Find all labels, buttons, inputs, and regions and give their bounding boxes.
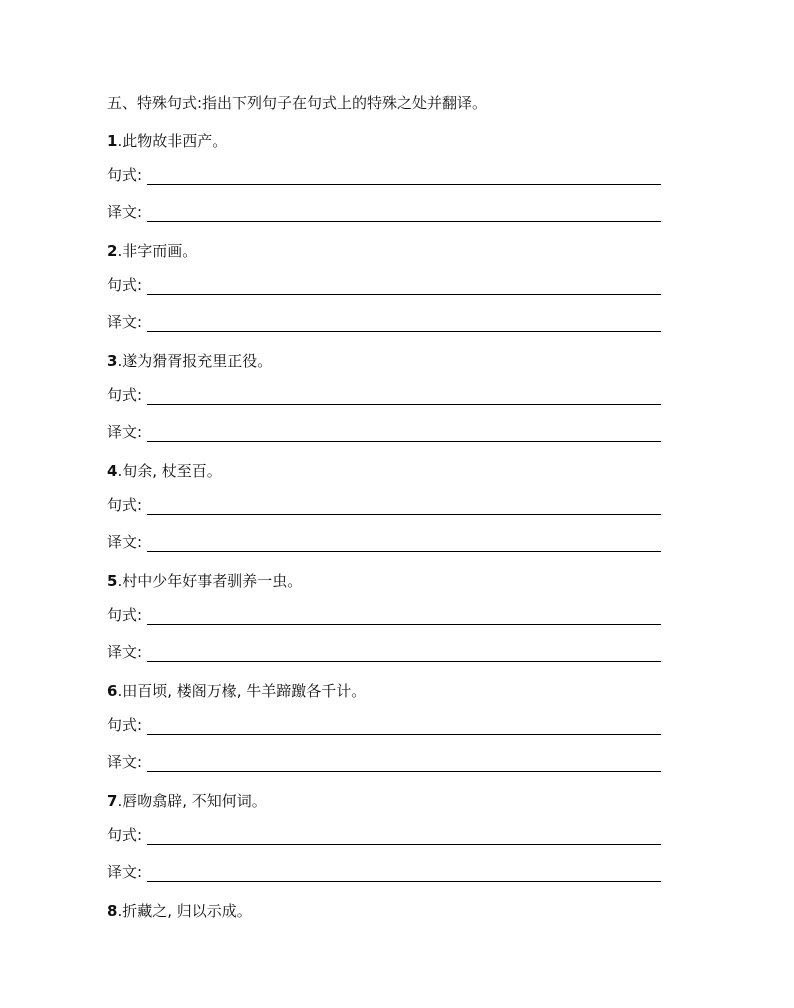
question-text: [107, 901, 252, 921]
translation-label: 译文:: [107, 313, 143, 331]
question-number: 8: [107, 902, 118, 920]
section-heading: 五、特殊句式:指出下列句子在句式上的特殊之处并翻译。: [107, 94, 488, 112]
question-sentence: .遂为猾胥报充里正役。: [117, 352, 273, 370]
translation-answer-line[interactable]: [147, 771, 661, 772]
question-sentence: .非字而画。: [117, 242, 198, 260]
translation-row: [107, 200, 661, 222]
translation-answer-line[interactable]: [147, 441, 661, 442]
translation-row: [107, 750, 661, 772]
translation-label: 译文:: [107, 753, 143, 771]
question-sentence: .此物故非西产。: [117, 132, 228, 150]
sentence-pattern-label: 句式:: [107, 496, 143, 514]
question-text: [107, 791, 267, 811]
sentence-pattern-row: [107, 603, 661, 625]
sentence-pattern-row: [107, 493, 661, 515]
translation-row: [107, 640, 661, 662]
question-number: 4: [107, 462, 118, 480]
question-sentence: .田百顷, 楼阁万椽, 牛羊蹄躈各千计。: [117, 682, 367, 700]
question-sentence: .旬余, 杖至百。: [117, 462, 222, 480]
question-text: [107, 461, 222, 481]
sentence-pattern-row: [107, 273, 661, 295]
translation-row: [107, 420, 661, 442]
sentence-pattern-answer-line[interactable]: [147, 514, 661, 515]
translation-answer-line[interactable]: [147, 661, 661, 662]
sentence-pattern-row: [107, 823, 661, 845]
translation-label: 译文:: [107, 533, 143, 551]
question-sentence: .唇吻翕辟, 不知何词。: [117, 792, 267, 810]
translation-answer-line[interactable]: [147, 221, 661, 222]
sentence-pattern-answer-line[interactable]: [147, 844, 661, 845]
translation-label: 译文:: [107, 643, 143, 661]
question-sentence: .村中少年好事者驯养一虫。: [117, 572, 303, 590]
translation-row: [107, 310, 661, 332]
question-number: 3: [107, 352, 118, 370]
translation-label: 译文:: [107, 423, 143, 441]
question-text: [107, 681, 366, 701]
sentence-pattern-answer-line[interactable]: [147, 404, 661, 405]
sentence-pattern-row: [107, 383, 661, 405]
question-number: 2: [107, 242, 118, 260]
translation-label: 译文:: [107, 203, 143, 221]
sentence-pattern-label: 句式:: [107, 386, 143, 404]
sentence-pattern-label: 句式:: [107, 276, 143, 294]
question-number: 7: [107, 792, 118, 810]
translation-label: 译文:: [107, 863, 143, 881]
translation-answer-line[interactable]: [147, 551, 661, 552]
question-text: [107, 351, 272, 371]
question-number: 1: [107, 132, 118, 150]
sentence-pattern-answer-line[interactable]: [147, 734, 661, 735]
sentence-pattern-answer-line[interactable]: [147, 294, 661, 295]
translation-answer-line[interactable]: [147, 331, 661, 332]
sentence-pattern-answer-line[interactable]: [147, 184, 661, 185]
question-sentence: .折藏之, 归以示成。: [117, 902, 252, 920]
sentence-pattern-row: [107, 713, 661, 735]
translation-row: [107, 530, 661, 552]
question-number: 6: [107, 682, 118, 700]
sentence-pattern-label: 句式:: [107, 716, 143, 734]
translation-row: [107, 860, 661, 882]
question-text: [107, 131, 227, 151]
question-text: [107, 241, 197, 261]
sentence-pattern-row: [107, 163, 661, 185]
sentence-pattern-label: 句式:: [107, 166, 143, 184]
question-text: [107, 571, 302, 591]
sentence-pattern-label: 句式:: [107, 606, 143, 624]
question-number: 5: [107, 572, 118, 590]
sentence-pattern-label: 句式:: [107, 826, 143, 844]
sentence-pattern-answer-line[interactable]: [147, 624, 661, 625]
translation-answer-line[interactable]: [147, 881, 661, 882]
